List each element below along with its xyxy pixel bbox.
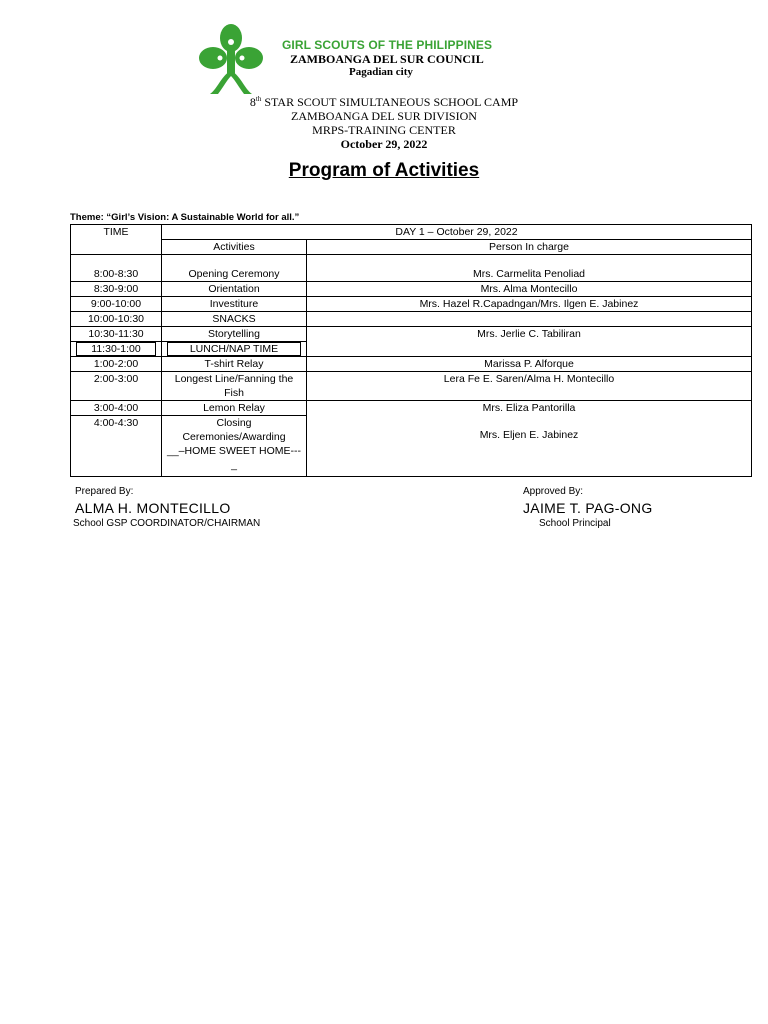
activity-cell: Orientation (162, 282, 307, 297)
table-row (71, 327, 752, 342)
person-cell: Mrs. Jerlie C. Tabiliran (307, 327, 752, 357)
day-header: DAY 1 – October 29, 2022 (162, 225, 752, 240)
time-cell: 1:00-2:00 (71, 357, 162, 372)
table-row (71, 401, 752, 416)
activity-cell: Storytelling (162, 327, 307, 342)
person-name: Mrs. Eljen E. Jabinez (479, 429, 579, 441)
girl-scouts-trefoil-logo (196, 22, 266, 96)
camp-title: 8th STAR SCOUT SIMULTANEOUS SCHOOL CAMP (249, 95, 519, 109)
table-row (71, 357, 752, 372)
table-row (71, 282, 752, 297)
approved-by-label: Approved By: (523, 486, 584, 497)
time-cell: 2:00-3:00 (71, 372, 162, 401)
person-header: Person In charge (307, 240, 752, 255)
time-cell: 9:00-10:00 (71, 297, 162, 312)
table-subheader-row (71, 240, 752, 255)
schedule-table (70, 224, 752, 477)
activity-cell (162, 416, 307, 477)
time-cell: 8:00-8:30 (71, 255, 162, 282)
person-cell: Mrs. Carmelita Penoliad (307, 255, 752, 282)
page-title: Program of Activities (288, 160, 480, 181)
prepared-by-name: ALMA H. MONTECILLO (75, 500, 231, 516)
approved-by-name: JAIME T. PAG-ONG (523, 500, 653, 516)
prepared-by-label: Prepared By: (75, 486, 134, 497)
activity-cell: T-shirt Relay (162, 357, 307, 372)
center-name: MRPS-TRAINING CENTER (312, 123, 456, 137)
table-row (71, 255, 752, 282)
theme-text: Theme: “Girl’s Vision: A Sustainable World for all.” (70, 212, 300, 223)
time-cell: 4:00-4:30 (71, 416, 162, 477)
activity-cell (162, 342, 307, 357)
activity-box: LUNCH/NAP TIME (167, 342, 301, 356)
person-name: Mrs. Eliza Pantorilla (482, 402, 576, 414)
activity-line: __–HOME SWEET HOME--- (167, 445, 301, 457)
person-cell (307, 401, 752, 477)
time-cell: 8:30-9:00 (71, 282, 162, 297)
person-cell: Lera Fe E. Saren/Alma H. Montecillo (307, 372, 752, 401)
division-name: ZAMBOANGA DEL SUR DIVISION (291, 109, 477, 123)
time-cell: 10:00-10:30 (71, 312, 162, 327)
person-cell (307, 312, 752, 327)
activity-cell: Investiture (162, 297, 307, 312)
time-cell: 10:30-11:30 (71, 327, 162, 342)
activity-line: _ (231, 459, 237, 471)
time-cell (71, 342, 162, 357)
org-name: GIRL SCOUTS OF THE PHILIPPINES (282, 38, 493, 52)
person-cell: Marissa P. Alforque (307, 357, 752, 372)
time-box: 11:30-1:00 (76, 342, 156, 356)
person-cell: Mrs. Alma Montecillo (307, 282, 752, 297)
camp-info (200, 92, 568, 151)
activity-cell: Lemon Relay (162, 401, 307, 416)
event-date: October 29, 2022 (340, 137, 428, 151)
table-row (71, 312, 752, 327)
table-row (71, 372, 752, 401)
approved-by-role: School Principal (539, 518, 611, 529)
activity-cell: Opening Ceremony (162, 255, 307, 282)
person-cell: Mrs. Hazel R.Capadngan/Mrs. Ilgen E. Jabinez (307, 297, 752, 312)
city-name: Pagadian city (349, 66, 413, 78)
table-header-row (71, 225, 752, 240)
council-name: ZAMBOANGA DEL SUR COUNCIL (290, 52, 484, 66)
time-cell: 3:00-4:00 (71, 401, 162, 416)
activity-cell: Longest Line/Fanning the Fish (162, 372, 307, 401)
table-row (71, 297, 752, 312)
activity-line: Closing Ceremonies/Awarding (182, 417, 286, 443)
prepared-by-role: School GSP COORDINATOR/CHAIRMAN (73, 518, 261, 529)
time-header: TIME (71, 225, 162, 255)
activity-cell: SNACKS (162, 312, 307, 327)
activities-header: Activities (162, 240, 307, 255)
